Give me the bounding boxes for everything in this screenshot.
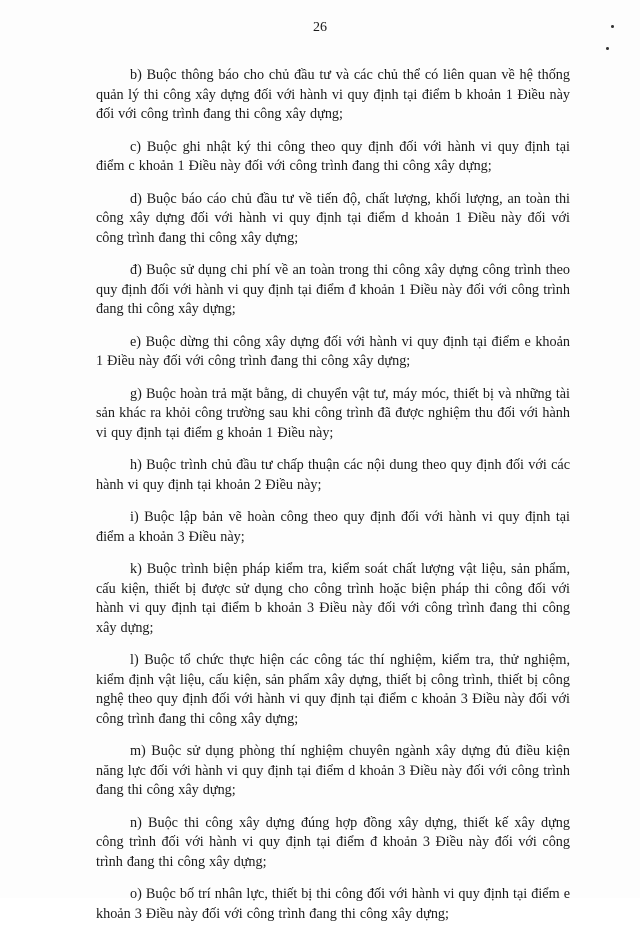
scan-speck-mark <box>611 25 614 28</box>
clause-c: c) Buộc ghi nhật ký thi công theo quy định đối với hành vi quy định tại điểm c khoản 1 Điều này đối với công trình đang thi công xây dựng; <box>96 138 570 174</box>
clause-dd: đ) Buộc sử dụng chi phí về an toàn trong thi công xây dựng công trình theo quy định đối với hành vi quy định tại điểm đ khoản 1 Điều này đối với công trình đang thi công xây dựng; <box>96 262 570 317</box>
clause-l: l) Buộc tổ chức thực hiện các công tác thí nghiệm, kiểm tra, thử nghiệm, kiểm định vật liệu, cấu kiện, sản phẩm xây dựng, thiết bị công trình, thiết bị công nghệ theo quy định đối với hành vi quy định tại điểm c khoản 3 Điều này đối với công trình đang thi công xây dựng; <box>96 652 570 727</box>
clause-e: e) Buộc dừng thi công xây dựng đối với hành vi quy định tại điểm e khoản 1 Điều này đối với công trình đang thi công xây dựng; <box>96 333 570 369</box>
page-number: 26 <box>313 20 327 35</box>
clause-i: i) Buộc lập bản vẽ hoàn công theo quy định đối với hành vi quy định tại điểm a khoản 3 Điều này; <box>96 509 570 545</box>
scan-speck-mark <box>606 47 609 50</box>
document-body <box>96 66 570 937</box>
clause-k: k) Buộc trình biện pháp kiểm tra, kiểm soát chất lượng vật liệu, sản phẩm, cấu kiện, thiết bị được sử dụng cho công trình hoặc biện pháp thi công đối với hành vi quy định tại điểm b khoản 3 Điều này đối với công trình đang thi công xây dựng; <box>96 561 570 636</box>
clause-o: o) Buộc bố trí nhân lực, thiết bị thi công đối với hành vi quy định tại điểm e khoản 3 Điều này đối với công trình đang thi công xây dựng; <box>96 886 570 922</box>
clause-n: n) Buộc thi công xây dựng đúng hợp đồng xây dựng, thiết kế xây dựng công trình đối với hành vi quy định tại điểm đ khoản 3 Điều này đối với công trình đang thi công xây dựng; <box>96 814 570 870</box>
clause-h: h) Buộc trình chủ đầu tư chấp thuận các nội dung theo quy định đối với các hành vi quy định tại khoản 2 Điều này; <box>96 457 570 493</box>
clause-g: g) Buộc hoàn trả mặt bằng, di chuyển vật tư, máy móc, thiết bị và những tài sản khác ra khỏi công trường sau khi công trình đã được nghiệm thu đối với hành vi quy định tại điểm g khoản 1 Điều này; <box>96 385 570 441</box>
clause-m: m) Buộc sử dụng phòng thí nghiệm chuyên ngành xây dựng đủ điều kiện năng lực đối với hành vi quy định tại điểm d khoản 3 Điều này đối với công trình đang thi công xây dựng; <box>96 743 570 798</box>
clause-b: b) Buộc thông báo cho chủ đầu tư và các chủ thể có liên quan về hệ thống quản lý thi công xây dựng đối với hành vi quy định tại điểm b khoản 1 Điều này đối với công trình đang thi công xây dựng; <box>96 67 570 122</box>
clause-d: d) Buộc báo cáo chủ đầu tư về tiến độ, chất lượng, khối lượng, an toàn thi công xây dựng đối với hành vi quy định tại điểm d khoản 1 Điều này đối với công trình đang thi công xây dựng; <box>96 190 570 246</box>
